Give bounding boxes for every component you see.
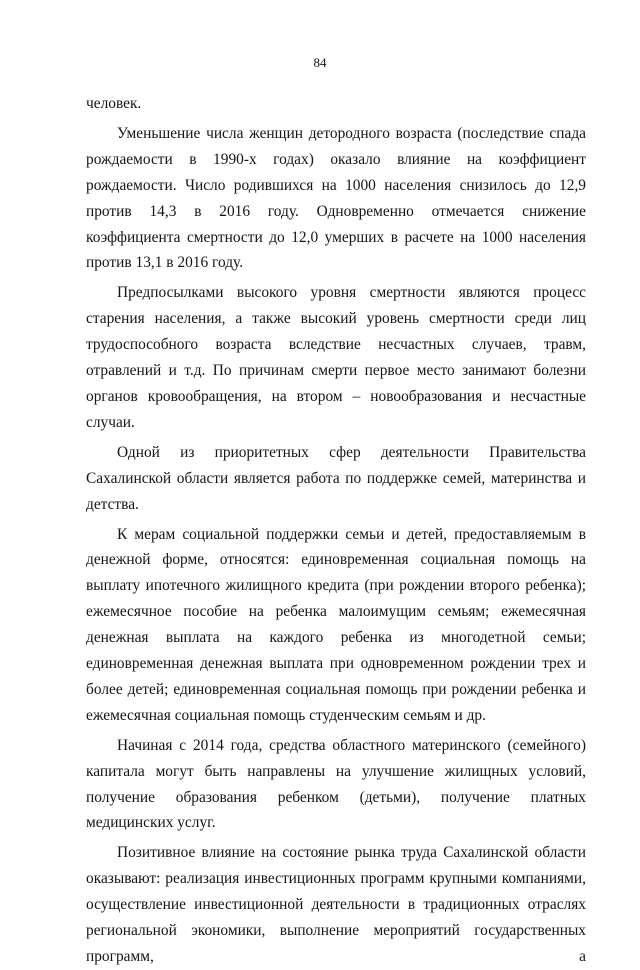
paragraph-birth-rate: Уменьшение числа женщин детородного возраста (последствие спада рождаемости в 1990-х годах) оказало влияние на коэффициент рождаемости. Число родившихся на 1000 населения снизилось до 12,9 против 14,3 в 2016 году. Одновременно отмечается снижение коэффициента смертности до 12,0 умерших в расчете на 1000 населения против 13,1 в 2016 году.	[86, 124, 586, 272]
paragraph-government-priority: Одной из приоритетных сфер деятельности Правительства Сахалинской области является работа по поддержке семей, материнства и детства.	[86, 443, 586, 513]
paragraph-social-support: К мерам социальной поддержки семьи и детей, предоставляемым в денежной форме, относятся: единовременная социальная помощь на выплату ипотечного жилищного кредита (при рождении второго ребенка); ежемесячное пособие на ребенка малоимущим семьям; ежемесячная денежная выплата на каждого ребенка из многодетной семьи; единовременная денежная выплата при одновременном рождении трех и более детей; единовременная социальная помощь при рождении ребенка и ежемесячная социальная помощь студенческим семьям и др.	[86, 525, 586, 724]
paragraph-continuation: человек.	[86, 95, 142, 112]
page-number: 84	[313, 55, 327, 70]
paragraph-labor-market: Позитивное влияние на состояние рынка труда Сахалинской области оказывают: реализация инвестиционных программ крупными компаниями, осуществление инвестиционной деятельности в традиционных отраслях региональной экономики, выполнение мероприятий государственных программ, а	[86, 844, 586, 965]
body-text	[86, 91, 586, 970]
paragraph-mortality-causes: Предпосылками высокого уровня смертности являются процесс старения населения, а также высокий уровень смертности среди лиц трудоспособного возраста вследствие несчастных случаев, травм, отравлений и т.д. По причинам смерти первое место занимают болезни органов кровообращения, на втором – новообразования и несчастные случаи.	[86, 284, 586, 431]
paragraph-maternity-capital: Начиная с 2014 года, средства областного материнского (семейного) капитала могут быть направлены на улучшение жилищных условий, получение образования ребенком (детьми), получение платных медицинских услуг.	[86, 736, 586, 832]
